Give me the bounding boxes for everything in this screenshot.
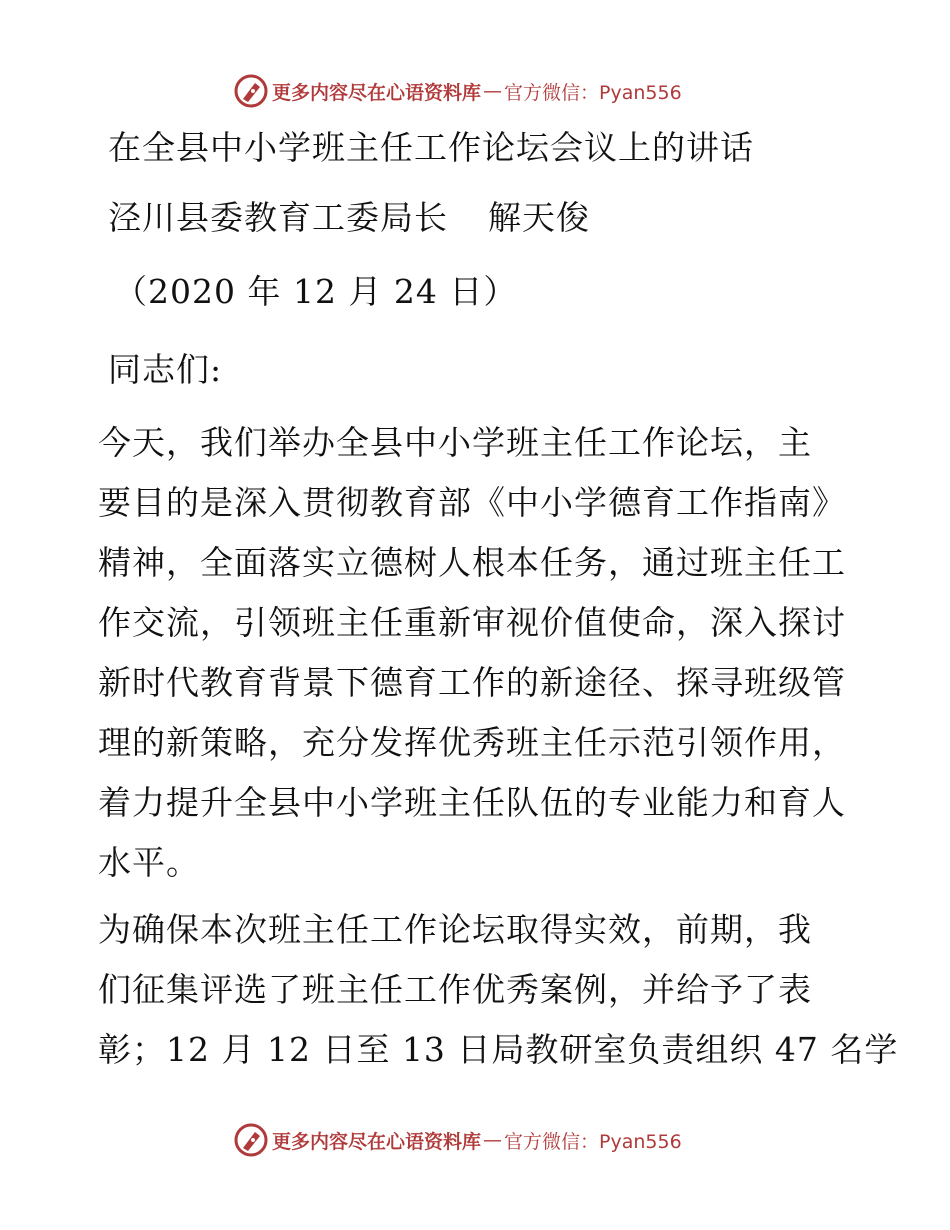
paragraph1-line: 今天，我们举办全县中小学班主任工作论坛，主 [98,423,812,462]
document-date: （2020 年 12 月 24 日） [114,272,518,311]
paragraph1-line: 着力提升全县中小学班主任队伍的专业能力和育人 [98,783,846,822]
paragraph2-line: 彰；12 月 12 日至 13 日局教研室负责组织 47 名学 [98,1030,899,1069]
watermark-main-text: 更多内容尽在心语资料库 [272,81,482,104]
watermark-wechat-text: 官方微信：Pyan556 [504,81,682,104]
document-title: 在全县中小学班主任工作论坛会议上的讲话 [108,128,754,167]
paragraph1-line: 理的新策略，充分发挥优秀班主任示范引领作用， [98,723,846,762]
watermark-separator: — [483,1129,503,1151]
pen-nib-logo-icon [234,74,268,108]
watermark-top [234,73,682,109]
paragraph1-line: 作交流，引领班主任重新审视价值使命，深入探讨 [98,603,846,642]
paragraph1-line: 要目的是深入贯彻教育部《中小学德育工作指南》 [98,483,846,522]
author-name: 解天俊 [488,198,590,237]
author-org: 泾川县委教育工委局长 [108,198,448,237]
paragraph2-line: 们征集评选了班主任工作优秀案例，并给予了表 [98,970,812,1009]
watermark-main-text: 更多内容尽在心语资料库 [272,1130,482,1153]
author-line [108,198,590,238]
watermark-bottom [234,1122,682,1158]
paragraph1-line: 精神，全面落实立德树人根本任务，通过班主任工 [98,543,846,582]
paragraph2-line: 为确保本次班主任工作论坛取得实效，前期，我 [98,910,812,949]
greeting: 同志们: [108,350,223,389]
paragraph1-line: 新时代教育背景下德育工作的新途径、探寻班级管 [98,663,846,702]
paragraph1-line: 水平。 [98,843,200,882]
watermark-wechat-text: 官方微信：Pyan556 [504,1130,682,1153]
pen-nib-logo-icon [234,1123,268,1157]
watermark-separator: — [483,80,503,102]
